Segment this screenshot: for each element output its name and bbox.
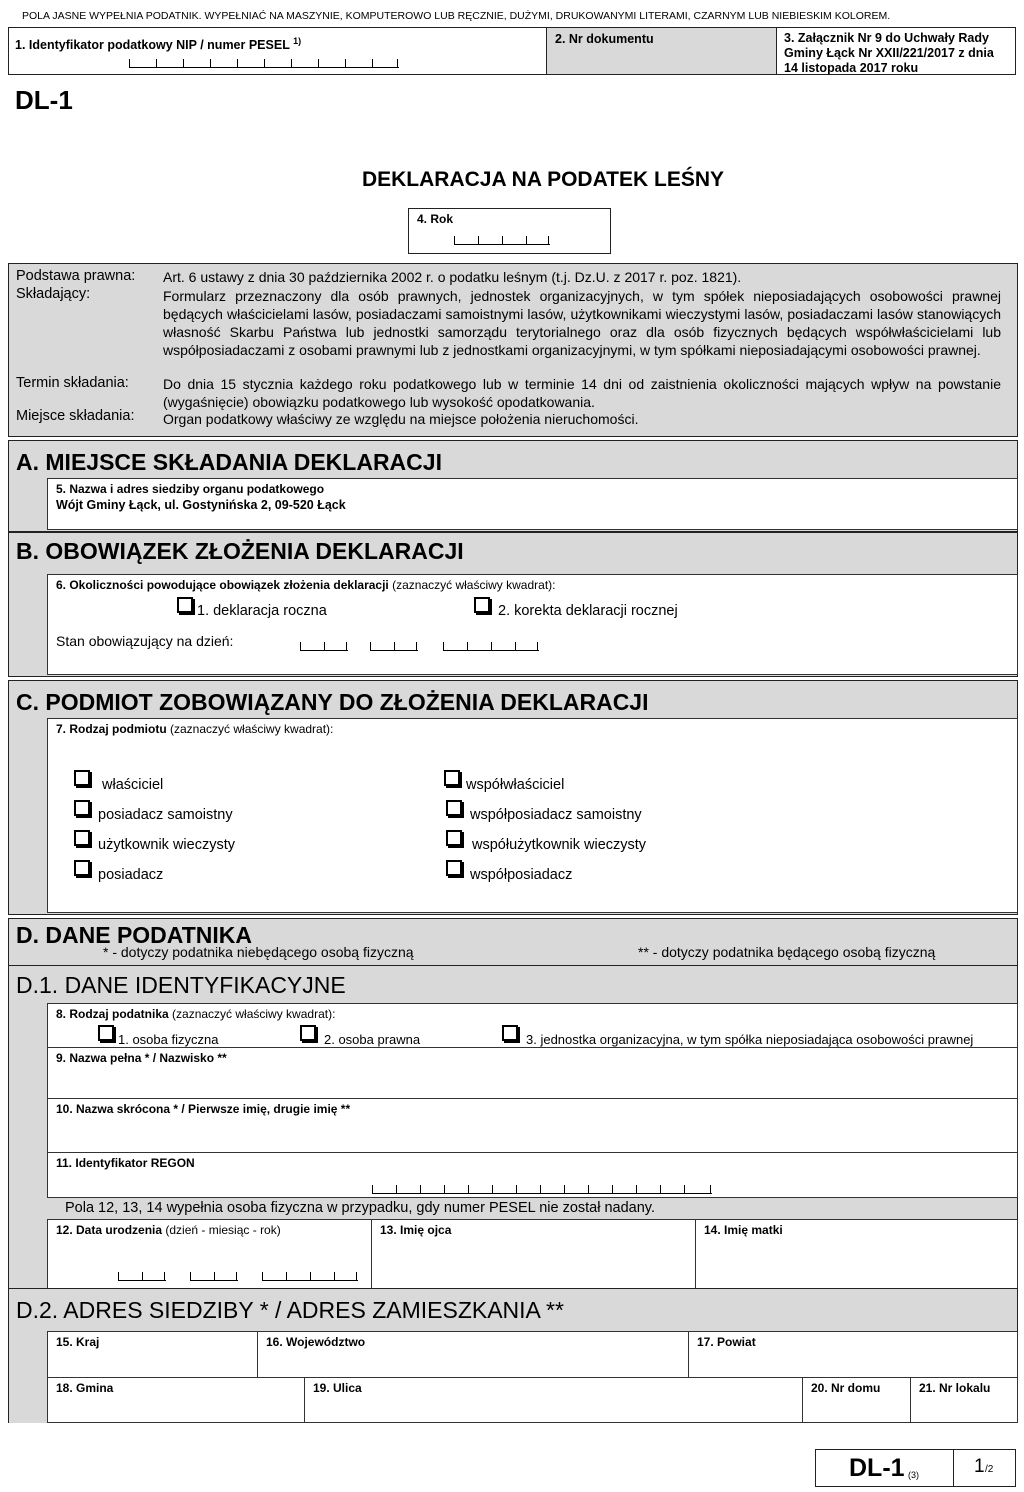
field-19-label: 19. Ulica <box>313 1381 362 1395</box>
podstawa-label: Podstawa prawna: <box>16 268 136 284</box>
field-3-zalacznik <box>776 27 1016 75</box>
field-11-label: 11. Identyfikator REGON <box>56 1156 195 1170</box>
opt-jednostka-organizacyjna: 3. jednostka organizacyjna, w tym spółka nieposiadająca osobowości prawnej <box>526 1032 974 1047</box>
regon-digit-boxes[interactable] <box>372 1186 712 1194</box>
checkbox-wspolwlasciciel[interactable] <box>444 770 460 786</box>
field-16-wojewodztwo[interactable] <box>257 1331 689 1378</box>
termin-text: Do dnia 15 stycznia każdego roku podatkowego lub w terminie 14 dni od zaistnienia okoliczności mających wpływ na powstanie (wygaśnięcie) obowiązku podatkowego lub wysokość opodatkowania. <box>163 376 1001 410</box>
field-6-hint: (zaznaczyć właściwy kwadrat): <box>392 578 556 592</box>
field-15-label: 15. Kraj <box>56 1335 100 1349</box>
field-5-organ <box>47 478 1018 530</box>
field-7-hint: (zaznaczyć właściwy kwadrat): <box>170 722 334 736</box>
termin-label: Termin składania: <box>16 375 129 391</box>
field-6-label: 6. Okoliczności powodujące obowiązek złożenia deklaracji <box>56 578 389 592</box>
checkbox-wspoluzytkownik-wieczysty[interactable] <box>446 830 462 846</box>
checkbox-jednostka-organizacyjna[interactable] <box>502 1025 518 1041</box>
skladajacy-label: Składający: <box>16 286 91 302</box>
field-16-label: 16. Województwo <box>266 1335 366 1349</box>
field-6-okolicznosci[interactable] <box>47 574 1018 675</box>
checkbox-wspolposiadacz-samoistny[interactable] <box>446 800 462 816</box>
checkbox-osoba-fizyczna[interactable] <box>98 1025 114 1041</box>
section-d-title: D. DANE PODATNIKA <box>16 922 252 948</box>
stan-label: Stan obowiązujący na dzień: <box>56 633 234 649</box>
field-12-data-urodzenia[interactable] <box>47 1219 372 1289</box>
footer-pages: /2 <box>985 1464 994 1475</box>
miejsce-text: Organ podatkowy właściwy ze względu na miejsce położenia nieruchomości. <box>163 411 639 427</box>
form-title: DEKLARACJA NA PODATEK LEŚNY <box>361 168 725 191</box>
field-13-label: 13. Imię ojca <box>380 1223 452 1237</box>
field-14-label: 14. Imię matki <box>704 1223 783 1237</box>
field-21-nr-lokalu[interactable] <box>910 1377 1018 1423</box>
field-8-hint: (zaznaczyć właściwy kwadrat): <box>172 1007 336 1021</box>
opt-wspolwlasciciel: współwłaściciel <box>466 777 565 793</box>
opt-wlasciciel: właściciel <box>102 777 164 793</box>
field-2-nr-dokumentu <box>546 27 778 75</box>
field-20-nr-domu[interactable] <box>802 1377 911 1423</box>
field-3-label: 3. Załącznik Nr 9 do Uchwały Rady Gminy Łąck Nr XXII/221/2017 z dnia 14 listopada 2017 roku <box>784 31 994 75</box>
checkbox-posiadacz-samoistny[interactable] <box>74 800 90 816</box>
opt-wspoluzytkownik-wieczysty: współużytkownik wieczysty <box>472 837 647 853</box>
section-a-title: A. MIEJSCE SKŁADANIA DEKLARACJI <box>16 449 442 475</box>
section-d-note-1: * - dotyczy podatnika niebędącego osobą fizyczną <box>103 944 414 960</box>
field-5-value: Wójt Gminy Łąck, ul. Gostynińska 2, 09-520 Łąck <box>56 498 346 512</box>
section-c-title: C. PODMIOT ZOBOWIĄZANY DO ZŁOŻENIA DEKLARACJI <box>16 689 649 715</box>
field-9-nazwa-pelna[interactable] <box>47 1047 1018 1099</box>
opt-wspolposiadacz: współposiadacz <box>470 867 573 883</box>
field-13-imie-ojca[interactable] <box>371 1219 696 1289</box>
checkbox-osoba-prawna[interactable] <box>300 1025 316 1041</box>
opt-posiadacz-samoistny: posiadacz samoistny <box>98 807 233 823</box>
stan-year-boxes[interactable] <box>443 643 539 651</box>
checkbox-wlasciciel[interactable] <box>74 770 90 786</box>
stan-month-boxes[interactable] <box>370 643 418 651</box>
field-17-powiat[interactable] <box>688 1331 1018 1378</box>
form-code: DL-1 <box>15 85 73 115</box>
skladajacy-text: Formularz przeznaczony dla osób prawnych, jednostek organizacyjnych, w tym spółek nieposiadających osobowości prawnej będących właścicielami lasów, posiadaczami samoistnymi lasów, użytkownikami wieczystymi lasów, posiadaczami lasów stanowiących własność Skarbu Państwa lub jednostki samorządu terytorialnego oraz dla osób fizycznych będących współwłaścicielami lub współposiadaczami z osobami prawnymi lub z jednostkami organizacyjnymi, w tym spółkami nieposiadającymi osobowości prawnej. <box>163 288 1001 358</box>
opt-uzytkownik-wieczysty: użytkownik wieczysty <box>98 837 235 853</box>
miejsce-label: Miejsce składania: <box>16 408 135 424</box>
field-4-rok[interactable] <box>408 208 611 254</box>
field-1-nip-pesel[interactable] <box>8 27 548 75</box>
podstawa-text: Art. 6 ustawy z dnia 30 października 2002 r. o podatku leśnym (t.j. Dz.U. z 2017 r. poz. 1821). <box>163 269 742 285</box>
opt-wspolposiadacz-samoistny: współposiadacz samoistny <box>470 807 642 823</box>
footer-code-box <box>815 1449 955 1487</box>
birth-day-boxes[interactable] <box>118 1273 166 1281</box>
checkbox-wspolposiadacz[interactable] <box>446 860 462 876</box>
nip-digit-boxes[interactable] <box>129 60 399 68</box>
field-20-label: 20. Nr domu <box>811 1381 881 1395</box>
footer-page-box <box>953 1449 1016 1487</box>
footer-code: DL-1 <box>849 1454 905 1482</box>
field-7-rodzaj-podmiotu[interactable] <box>47 718 1018 913</box>
info-block <box>8 263 1018 437</box>
field-5-label: 5. Nazwa i adres siedziby organu podatkowego <box>56 482 325 496</box>
birth-month-boxes[interactable] <box>190 1273 238 1281</box>
field-17-label: 17. Powiat <box>697 1335 756 1349</box>
opt-korekta: 2. korekta deklaracji rocznej <box>498 603 678 619</box>
section-b-title: B. OBOWIĄZEK ZŁOŻENIA DEKLARACJI <box>16 538 464 564</box>
section-d2-title: D.2. ADRES SIEDZIBY * / ADRES ZAMIESZKANIA ** <box>16 1297 564 1323</box>
field-15-kraj[interactable] <box>47 1331 258 1378</box>
header-note: POLA JASNE WYPEŁNIA PODATNIK. WYPEŁNIAĆ NA MASZYNIE, KOMPUTEROWO LUB RĘCZNIE, DUŻYMI, DRUKOWANYMI LITERAMI, CZARNYM LUB NIEBIESKIM KOLOREM. <box>22 10 891 22</box>
opt-osoba-prawna: 2. osoba prawna <box>324 1032 421 1047</box>
checkbox-uzytkownik-wieczysty[interactable] <box>74 830 90 846</box>
stan-day-boxes[interactable] <box>300 643 348 651</box>
field-14-imie-matki[interactable] <box>695 1219 1018 1289</box>
field-8-rodzaj-podatnika[interactable] <box>47 1003 1018 1048</box>
field-19-ulica[interactable] <box>304 1377 803 1423</box>
opt-posiadacz: posiadacz <box>98 867 164 883</box>
field-10-label: 10. Nazwa skrócona * / Pierwsze imię, drugie imię ** <box>56 1102 351 1116</box>
field-12-hint: (dzień - miesiąc - rok) <box>165 1223 281 1237</box>
field-12-label: 12. Data urodzenia <box>56 1223 163 1237</box>
field-1-footnote: 1) <box>293 36 302 46</box>
field-18-label: 18. Gmina <box>56 1381 114 1395</box>
pola-note: Pola 12, 13, 14 wypełnia osoba fizyczna w przypadku, gdy numer PESEL nie został nadany. <box>65 1200 656 1216</box>
checkbox-deklaracja-roczna[interactable] <box>177 597 193 613</box>
field-10-nazwa-skrocona[interactable] <box>47 1098 1018 1153</box>
opt-osoba-fizyczna: 1. osoba fizyczna <box>118 1032 219 1047</box>
footer-page: 1 <box>974 1456 985 1477</box>
checkbox-korekta[interactable] <box>474 597 490 613</box>
section-d-note-2: ** - dotyczy podatnika będącego osobą fizyczną <box>638 944 936 960</box>
footer-version: (3) <box>908 1470 919 1480</box>
field-7-label: 7. Rodzaj podmiotu <box>56 722 167 736</box>
field-8-label: 8. Rodzaj podatnika <box>56 1007 169 1021</box>
field-9-label: 9. Nazwa pełna * / Nazwisko ** <box>56 1051 227 1065</box>
section-d1-title: D.1. DANE IDENTYFIKACYJNE <box>16 972 346 998</box>
field-2-label: 2. Nr dokumentu <box>555 32 654 46</box>
year-digit-boxes[interactable] <box>454 237 550 245</box>
field-18-gmina[interactable] <box>47 1377 305 1423</box>
opt-deklaracja-roczna: 1. deklaracja roczna <box>197 603 327 619</box>
field-4-label: 4. Rok <box>417 212 454 226</box>
field-11-regon[interactable] <box>47 1152 1018 1198</box>
field-1-label: 1. Identyfikator podatkowy NIP / numer PESEL <box>15 38 290 53</box>
field-21-label: 21. Nr lokalu <box>919 1381 991 1395</box>
birth-year-boxes[interactable] <box>262 1273 358 1281</box>
checkbox-posiadacz[interactable] <box>74 860 90 876</box>
